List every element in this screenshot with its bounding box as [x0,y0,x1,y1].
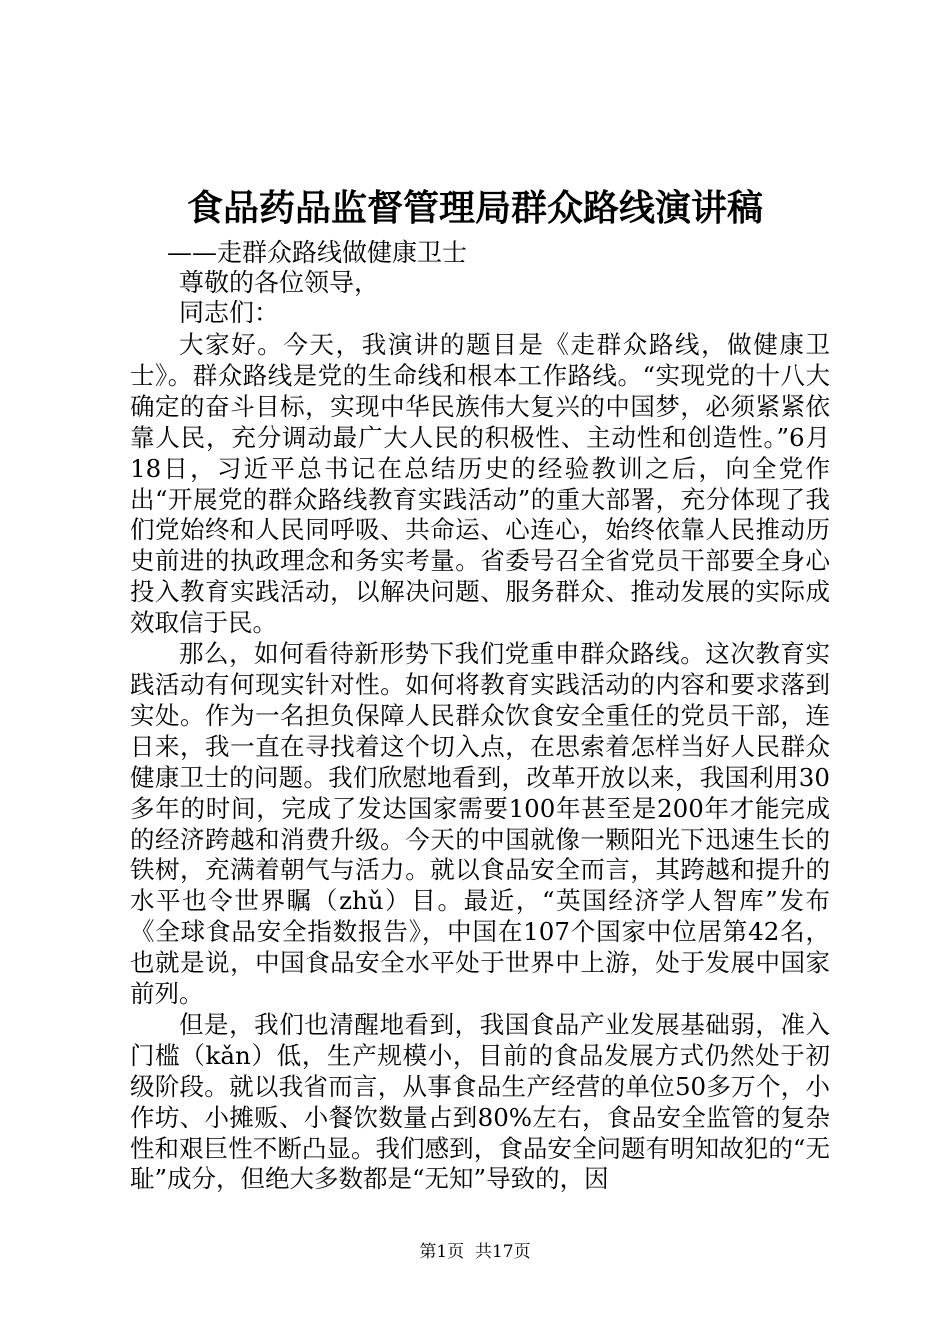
salutation-comrades: 同志们： [179,298,280,327]
salutation-leaders: 尊敬的各位领导， [179,268,380,297]
paragraph: 大家好。今天，我演讲的题目是《走群众路线，做健康卫士》。群众路线是党的生命线和根本工作路线。“实现党的十八大确定的奋斗目标，实现中华民族伟大复兴的中国梦，必须紧紧依靠人民，充分调动最广大人民的积极性、主动性和创造性。”6月18日，习近平总书记在总结历史的经验教训之后，向全党作出“开展党的群众路线教育实践活动”的重大部署，充分体现了我们党始终和人民同呼吸、共命运、心连心，始终依靠人民推动历史前进的执政理念和务实考量。省委号召全省党员干部要全身心投入教育实践活动，以解决问题、服务群众、推动发展的实际成效取信于民。 [130,330,830,638]
document-title: 食品药品监督管理局群众路线演讲稿 [186,187,763,229]
paragraph: 但是，我们也清醒地看到，我国食品产业发展基础弱，准入门槛（kǎn）低，生产规模小，目前的食品发展方式仍然处于初级阶段。就以我省而言，从事食品生产经营的单位50多万个，小作坊、小摊贩、小餐饮数量占到80%左右，食品安全监管的复杂性和艰巨性不断凸显。我们感到，食品安全问题有明知故犯的“无耻”成分，但绝大多数都是“无知”导致的，因 [130,1009,830,1194]
page-number: 第1页 共17页 [419,1242,531,1262]
body-text [130,330,830,1195]
page-footer [0,1240,950,1264]
subtitle: ——走群众路线做健康卫士 [167,238,468,267]
paragraph: 那么，如何看待新形势下我们党重申群众路线。这次教育实践活动有何现实针对性。如何将教育实践活动的内容和要求落到实处。作为一名担负保障人民群众饮食安全重任的党员干部，连日来，我一直在寻找着这个切入点，在思索着怎样当好人民群众健康卫士的问题。我们欣慰地看到，改革开放以来，我国利用30多年的时间，完成了发达国家需要100年甚至是200年才能完成的经济跨越和消费升级。今天的中国就像一颗阳光下迅速生长的铁树，充满着朝气与活力。就以食品安全而言，其跨越和提升的水平也令世界瞩（zhǔ）目。最近，“英国经济学人智库”发布《全球食品安全指数报告》，中国在107个国家中位居第42名，也就是说，中国食品安全水平处于世界中上游，处于发展中国家前列。 [130,639,830,1009]
